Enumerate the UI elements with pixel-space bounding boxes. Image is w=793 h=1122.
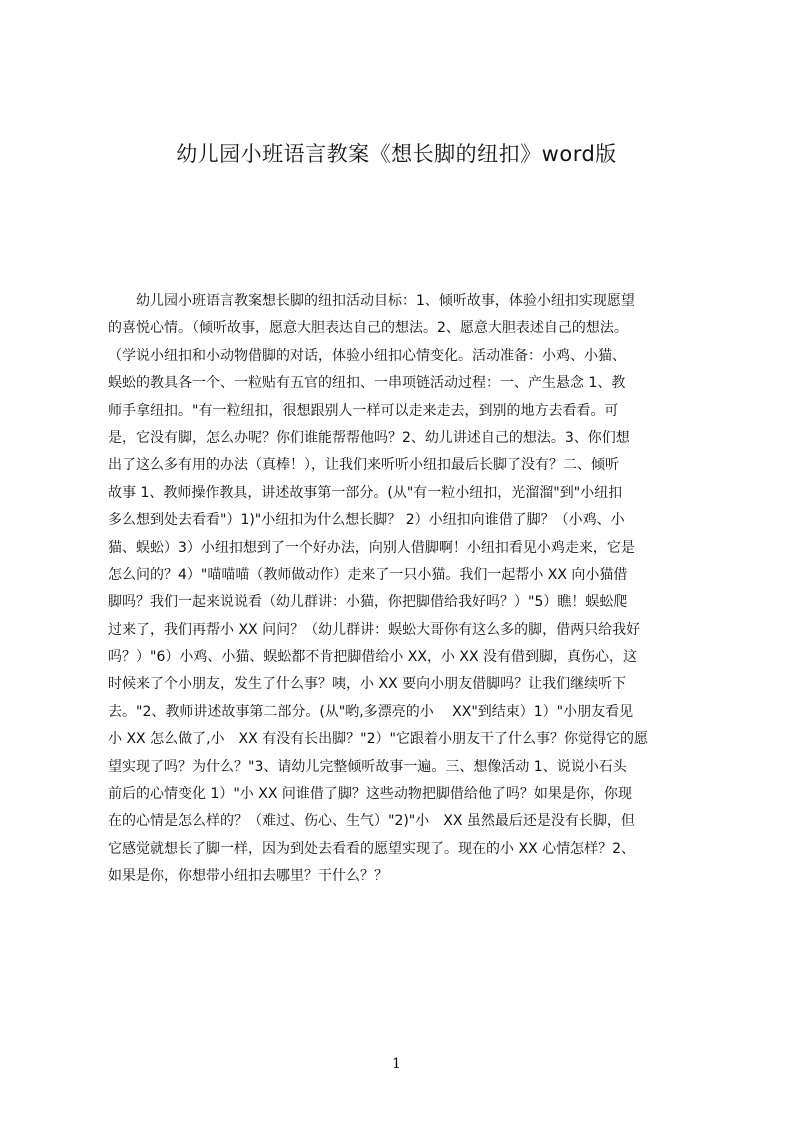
text-line: 时候来了个小朋友，发生了什么事？咦，小 XX 要向小朋友借脚吗？让我们继续听下 bbox=[108, 676, 627, 693]
text-line: 是，它没有脚，怎么办呢？你们谁能帮帮他吗？2、幼儿讲述自己的想法。3、你们想 bbox=[108, 429, 630, 446]
text-line: 怎么问的？4）"喵喵喵（教师做动作）走来了一只小猫。我们一起帮小 XX 向小猫借 bbox=[108, 566, 628, 583]
text-line: 的喜悦心情。（倾听故事，愿意大胆表达自己的想法。2、愿意大胆表述自己的想法。 bbox=[108, 320, 628, 337]
text-line: 望实现了吗？为什么？"3、请幼儿完整倾听故事一遍。三、想像活动 1、说说小石头 bbox=[108, 758, 627, 775]
text-line: 猫、蜈蚣）3）小纽扣想到了一个好办法，向别人借脚啊！小纽扣看见小鸡走来，它是 bbox=[108, 539, 635, 556]
text-line: 故事 1、教师操作教具，讲述故事第一部分。(从"有一粒小纽扣，光溜溜"到"小纽扣 bbox=[108, 484, 623, 501]
text-line: 幼儿园小班语言教案想长脚的纽扣活动目标：1、倾听故事，体验小纽扣实现愿望 bbox=[136, 293, 635, 309]
text-line: 多么想到处去看看"）1)"小纽扣为什么想长脚？ 2）小纽扣向谁借了脚？（小鸡、小 bbox=[108, 512, 625, 529]
text-line: 如果是你，你想带小纽扣去哪里？干什么？？ bbox=[108, 868, 388, 885]
text-line: 脚吗？我们一起来说说看（幼儿群讲：小猫，你把脚借给我好吗？）"5）瞧！蜈蚣爬 bbox=[108, 594, 628, 611]
text-line: 吗？）"6）小鸡、小猫、蜈蚣都不肯把脚借给小 XX，小 XX 没有借到脚，真伤心，这 bbox=[108, 649, 638, 666]
document-title: 幼儿园小班语言教案《想长脚的纽扣》word版 bbox=[176, 142, 617, 166]
text-line: 出了这么多有用的办法（真棒！），让我们来听听小纽扣最后长脚了没有？二、倾听 bbox=[108, 457, 619, 474]
page-number: 1 bbox=[392, 1056, 401, 1072]
text-line: （学说小纽扣和小动物借脚的对话，体验小纽扣心情变化。活动准备：小鸡、小猫、 bbox=[108, 347, 626, 364]
text-line: 它感觉就想长了脚一样，因为到处去看看的愿望实现了。现在的小 XX 心情怎样？2、 bbox=[108, 840, 635, 857]
text-line: 过来了，我们再帮小 XX 问问？（幼儿群讲：蜈蚣大哥你有这么多的脚，借两只给我好 bbox=[108, 621, 641, 638]
text-line: 小 XX 怎么做了,小 XX 有没有长出脚？"2）"它跟着小朋友干了什么事？你觉得它的愿 bbox=[108, 731, 648, 748]
text-line: 去。"2、教师讲述故事第二部分。(从"哟,多漂亮的小 XX"到结束）1）"小朋友看见 bbox=[108, 703, 634, 720]
text-line: 师手拿纽扣。"有一粒纽扣，很想跟别人一样可以走来走去，到别的地方去看看。可 bbox=[108, 402, 619, 419]
text-line: 前后的心情变化 1）"小 XX 问谁借了脚？这些动物把脚借给他了吗？如果是你，你现 bbox=[108, 786, 632, 803]
body-paragraph bbox=[108, 288, 696, 888]
text-line: 在的心情是怎么样的？（难过、伤心、生气）"2)"小 XX 虽然最后还是没有长脚，但 bbox=[108, 813, 635, 830]
text-line: 蜈蚣的教具各一个、一粒贴有五官的纽扣、一串项链活动过程：一、产生悬念 1、教 bbox=[108, 375, 626, 392]
